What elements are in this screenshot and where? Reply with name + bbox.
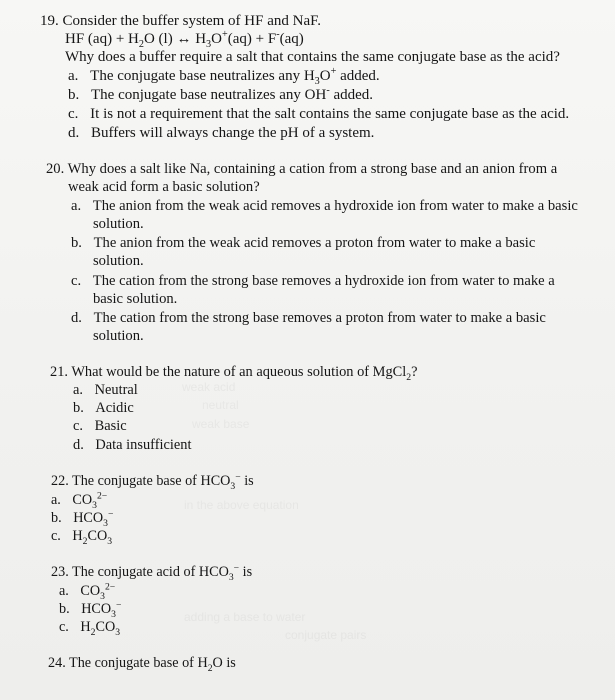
prompt-subscript: 3	[228, 571, 234, 583]
formula-subscript: 3	[107, 535, 113, 547]
question-20-option-d-line-1	[71, 311, 546, 326]
option-text: Neutral	[94, 382, 138, 398]
formula-superscript: 2−	[96, 490, 108, 502]
option-text: The anion from the weak acid removes a proton from water to make a basic	[93, 235, 536, 251]
show-through-text: conjugate pairs	[285, 628, 367, 642]
prompt-text-part: 24. The conjugate base of H	[48, 655, 208, 671]
option-label: a.	[51, 492, 61, 508]
option-text-part: O	[319, 68, 331, 84]
formula-subscript: 3	[103, 517, 108, 529]
option-label: a.	[68, 68, 79, 84]
option-label: c.	[59, 619, 69, 635]
prompt-subscript: 2	[207, 662, 213, 674]
prompt-text-part: 23. The conjugate acid of HCO	[51, 564, 229, 580]
question-20-option-b-line-2: solution.	[93, 253, 144, 269]
option-formula	[72, 490, 108, 511]
prompt-text-part: 21. What would be the nature of an aqueous solution of MgCl	[50, 364, 407, 380]
prompt-text-part: ?	[411, 364, 418, 380]
formula-superscript: 2−	[104, 581, 116, 593]
question-20-option-c-line-2: basic solution.	[93, 291, 178, 307]
option-label: c.	[71, 273, 82, 289]
option-label: b.	[73, 400, 84, 416]
option-label: d.	[68, 125, 80, 141]
equation-superscript: +	[221, 29, 228, 40]
question-21-option-a	[73, 383, 138, 397]
formula-subscript: 3	[111, 608, 116, 620]
question-20-option-a-line-2: solution.	[93, 216, 144, 232]
formula-subscript: 2	[90, 626, 96, 638]
option-text: The cation from the strong base removes a proton from water to make a basic	[93, 310, 546, 326]
option-label: b.	[51, 510, 62, 526]
question-20-option-c-line-1	[71, 274, 555, 289]
formula-part: H	[72, 528, 83, 544]
question-23-prompt	[51, 562, 253, 583]
option-label: b.	[71, 235, 82, 251]
equation-part: HF (aq) + H	[65, 31, 139, 47]
formula-superscript: −	[107, 508, 114, 520]
question-21-prompt	[50, 364, 418, 383]
question-20-option-a-line-1	[71, 199, 578, 214]
question-19-equation	[65, 29, 304, 50]
option-text: Buffers will always change the pH of a system.	[91, 125, 375, 141]
formula-part: HCO	[81, 601, 112, 617]
option-formula	[81, 599, 122, 620]
option-formula	[80, 581, 116, 602]
prompt-text-part: O is	[212, 655, 236, 671]
question-19-option-c	[68, 107, 569, 122]
formula-superscript: −	[115, 599, 122, 611]
option-text-part: added.	[329, 87, 374, 103]
option-superscript: +	[330, 66, 337, 77]
question-19-option-b	[68, 85, 374, 103]
option-text	[91, 87, 373, 103]
option-formula	[80, 619, 121, 638]
prompt-text-part: is	[240, 473, 254, 489]
option-label: d.	[73, 437, 84, 453]
option-text-part: The conjugate base neutralizes any OH	[91, 87, 327, 103]
formula-part: CO	[72, 492, 93, 508]
option-label: c.	[68, 106, 79, 122]
prompt-subscript: 3	[230, 480, 236, 492]
formula-part: CO	[87, 528, 108, 544]
formula-part: CO	[95, 619, 116, 635]
question-19-prompt: 19. Consider the buffer system of HF and NaF.	[40, 13, 321, 29]
question-23-option-b	[59, 599, 122, 620]
question-23-option-a	[59, 581, 116, 602]
question-21-option-c	[73, 419, 127, 433]
option-text: It is not a requirement that the salt contains the same conjugate base as the acid.	[90, 106, 570, 122]
question-22-option-c	[51, 528, 113, 547]
equation-part: (aq) + F	[227, 31, 277, 47]
question-20-option-d-line-2: solution.	[93, 328, 144, 344]
option-label: a.	[71, 198, 82, 214]
option-label: b.	[68, 87, 80, 103]
equation-subscript: 2	[138, 39, 144, 50]
question-22-prompt	[51, 471, 254, 492]
option-label: d.	[71, 310, 82, 326]
option-text: Acidic	[95, 400, 134, 416]
formula-part: H	[80, 619, 91, 635]
option-text: Basic	[94, 418, 127, 434]
question-22-option-b	[51, 508, 114, 529]
option-subscript: 3	[314, 76, 320, 87]
show-through-text: neutral	[202, 398, 239, 412]
option-text: Data insufficient	[95, 437, 192, 453]
question-21-option-b	[73, 401, 134, 415]
option-text	[90, 66, 380, 87]
option-formula	[72, 528, 113, 547]
question-20-prompt-line-2: weak acid form a basic solution?	[68, 179, 260, 195]
option-label: b.	[59, 601, 70, 617]
equation-part: O	[211, 31, 222, 47]
option-label: a.	[59, 583, 69, 599]
prompt-text-part: is	[239, 564, 253, 580]
show-through-text: adding a base to water	[184, 610, 306, 624]
option-text: The anion from the weak acid removes a hydroxide ion from water to make a basic	[92, 198, 578, 214]
question-23-option-c	[59, 619, 121, 638]
option-label: c.	[73, 418, 83, 434]
option-superscript: -	[326, 85, 330, 96]
prompt-superscript: −	[233, 562, 240, 574]
formula-subscript: 3	[115, 626, 121, 638]
formula-part: CO	[80, 583, 101, 599]
question-22-option-a	[51, 490, 108, 511]
question-19-option-d	[68, 126, 374, 141]
question-19-option-a	[68, 66, 380, 87]
question-19-question: Why does a buffer require a salt that contains the same conjugate base as the acid?	[65, 49, 560, 65]
show-through-text: weak acid	[182, 380, 236, 394]
equation-subscript: 3	[206, 39, 212, 50]
option-label: a.	[73, 382, 83, 398]
option-text-part: added.	[336, 68, 380, 84]
question-21-option-d	[73, 438, 191, 452]
option-label: c.	[51, 528, 61, 544]
prompt-superscript: −	[235, 471, 241, 483]
formula-subscript: 2	[82, 535, 88, 547]
question-20-option-b-line-1	[71, 236, 535, 251]
question-20-prompt-line-1: 20. Why does a salt like Na, containing a cation from a strong base and an anion from a	[46, 161, 558, 177]
option-text: The cation from the strong base removes a hydroxide ion from water to make a	[92, 273, 555, 289]
prompt-subscript: 2	[406, 371, 412, 383]
equation-part: (aq)	[279, 31, 304, 47]
formula-subscript: 3	[100, 590, 105, 602]
formula-subscript: 3	[92, 499, 97, 511]
formula-part: HCO	[73, 510, 104, 526]
equation-superscript: -	[276, 29, 280, 40]
question-24-prompt	[48, 655, 236, 674]
option-formula	[73, 508, 114, 529]
show-through-text: in the above equation	[184, 498, 299, 512]
prompt-text-part: 22. The conjugate base of HCO	[51, 473, 231, 489]
show-through-text: weak base	[192, 417, 250, 431]
equation-part: O (l) ↔ H	[143, 31, 207, 47]
option-text-part: The conjugate base neutralizes any H	[90, 68, 315, 84]
